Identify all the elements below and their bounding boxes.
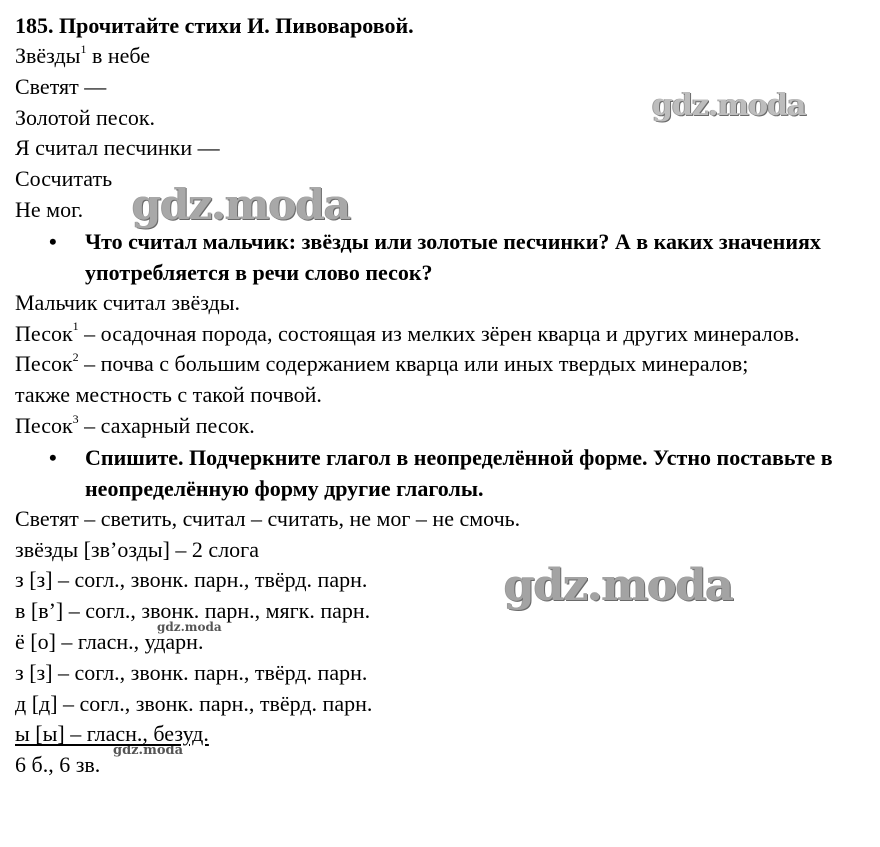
poem-line: Золотой песок. [15, 104, 156, 130]
poem-line: Сосчитать [15, 166, 113, 192]
bullet-icon: • [49, 228, 57, 254]
word-meaning: Песок$^3$ – сахарный песок. [15, 411, 255, 438]
phonetic-letter: з [з] – согл., звонк. парн., твёрд. парн. [15, 567, 368, 593]
poem-line: Не мог. [15, 196, 84, 222]
poem-line: Светят — [15, 73, 107, 99]
bullet-icon: • [49, 444, 57, 470]
poem-line: Я считал песчинки — [15, 135, 220, 161]
word-meaning: Песок$^1$ – осадочная порода, состоящая из мелких зёрен кварца и других минералов. [15, 319, 800, 346]
exercise-heading: 185. Прочитайте стихи И. Пивоваровой. [15, 13, 414, 38]
phonetic-letter: з [з] – согл., звонк. парн., твёрд. парн. [15, 659, 368, 685]
watermark-logo: gdz.moda [652, 88, 806, 123]
poem [15, 41, 865, 226]
phonetic-letter: в [в’] – согл., звонк. парн., мягк. парн. [15, 598, 371, 624]
task-answer: Мальчик считал звёзды. [15, 289, 240, 315]
task-question-text: Спишите. Подчеркните глагол в неопределённой форме. Устно поставьте в неопределённую форму другие глаголы. [85, 444, 833, 501]
exercise-content [15, 10, 865, 781]
phonetic-letter: д [д] – согл., звонк. парн., твёрд. парн. [15, 690, 373, 716]
word-meaning: Песок$^2$ – почва с большим содержанием кварца или иных твердых минералов; также местность с такой почвой. [15, 350, 749, 408]
phonetic-letter: ы [ы] – гласн., безуд. [15, 721, 209, 747]
task-question [15, 442, 865, 504]
footnote-marker: 1 [80, 41, 87, 56]
footnote-marker: 1 [72, 319, 79, 334]
poem-line: Звёзды$^1$ в небе [15, 41, 151, 68]
task-question [15, 226, 865, 288]
phonetic-summary: 6 б., 6 зв. [15, 752, 101, 778]
footnote-marker: 3 [72, 411, 79, 426]
watermark-logo: gdz.moda [504, 560, 734, 611]
footnote-marker: 2 [72, 350, 79, 365]
task-answer: Светят – светить, считал – считать, не мог – не смочь. [15, 505, 521, 531]
watermark-logo: gdz.moda [132, 180, 351, 229]
task-question-text: Что считал мальчик: звёзды или золотые песчинки? А в каких значениях употребляется в речи слово песок? [85, 228, 821, 285]
watermark-logo-small: gdz.moda [157, 620, 222, 634]
phonetic-word: звёзды [зв’озды] – 2 слога [15, 536, 259, 562]
watermark-logo-small: gdz.moda [113, 743, 184, 758]
phonetic-letter: ё [о] – гласн., ударн. [15, 628, 204, 654]
